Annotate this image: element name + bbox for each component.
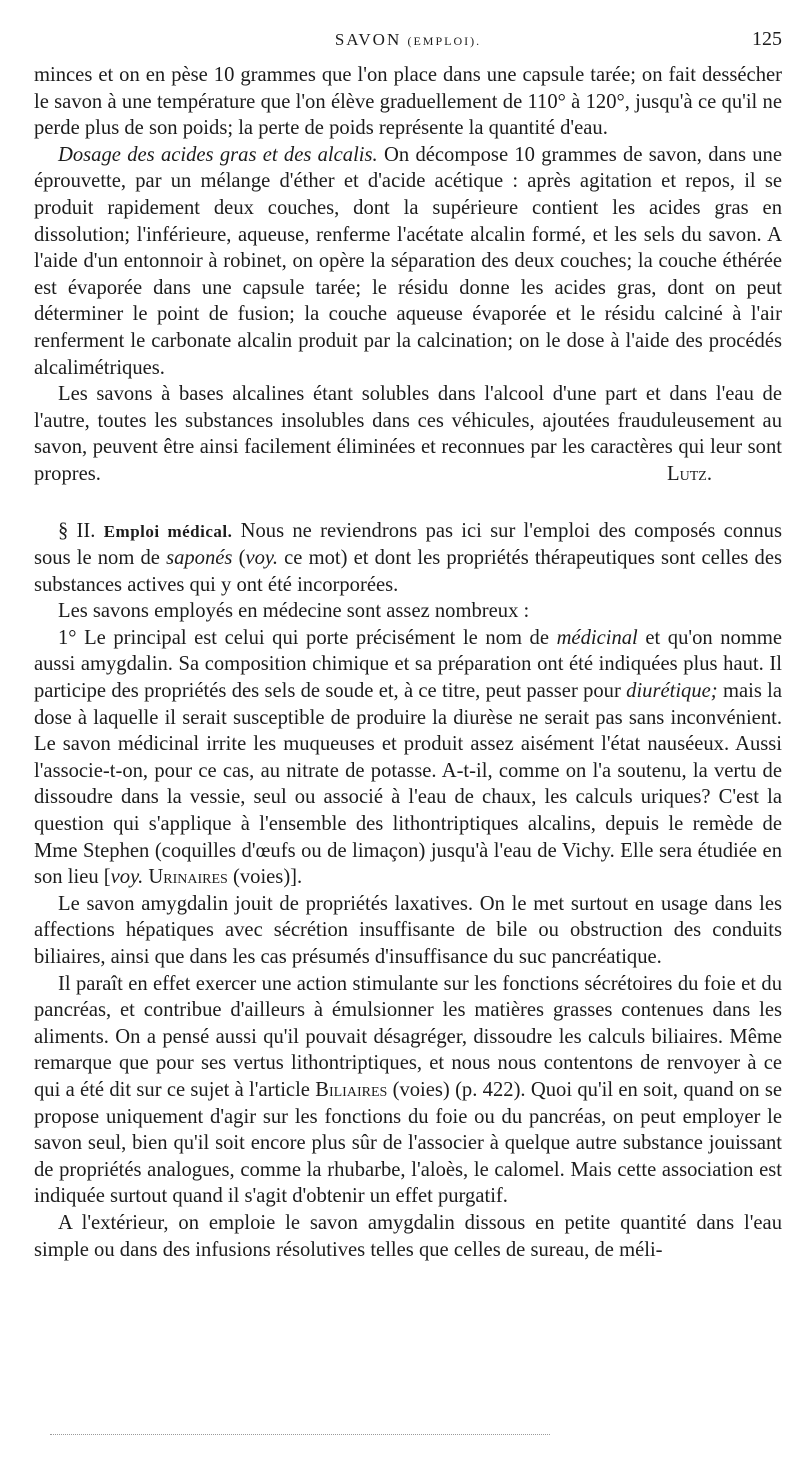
author-signature: Lutz.	[667, 462, 712, 485]
footer-rule	[50, 1434, 550, 1435]
term-medicinal: médicinal	[556, 626, 638, 649]
term-sapones: saponés	[166, 547, 233, 570]
paragraph-stimulante	[34, 971, 782, 1210]
section-label: § II.	[58, 519, 96, 542]
ref-voy: voy.	[245, 547, 279, 570]
paragraph-savon-medicinal	[34, 625, 782, 891]
section-text-c: ce mot) et dont les propriétés thérapeutiques sont celles des substances actives qui y ont été incorporées.	[34, 547, 782, 596]
running-head-subtitle: (EMPLOI).	[407, 34, 482, 48]
paragraph-list-intro: Les savons employés en médecine sont assez nombreux :	[58, 600, 530, 623]
stimulante-text-a: Il paraît en effet exercer une action stimulante sur les fonctions sécrétoires du foie et du pancréas, et contribue d'ailleurs à émulsionner les matières grasses contenues dans les aliments. On a pensé aussi qu'il pouvait désagréger, dissoudre les calculs biliaires. Même remarque que pour ses vertus lithontriptiques, et nous nous contentons de renvoyer à ce qui a été dit sur ce sujet à l'article	[34, 972, 782, 1101]
paragraph-solubility	[34, 381, 782, 487]
medicinal-text-b: et qu'on nomme aussi amygdalin. Sa composition chimique et sa préparation ont été indiquées plus haut. Il participe des propriétés des sels de soude et, à ce titre, peut passer pour	[34, 626, 782, 703]
dosage-text: On décompose 10 grammes de savon, dans une éprouvette, par un mélange d'éther et d'acide acétique : après agitation et repos, il se produit rapidement deux couches, dont la supérieure contient les acides gras en dissolution; l'inférieure, aqueuse, renferme l'acétate alcalin formé, et les sels du savon. A l'aide d'un entonnoir à robinet, on opère la séparation des deux couches; la couche éthérée est évaporée dans une capsule tarée; le résidu donne les acides gras, dont on peut déterminer le point de fusion; la couche aqueuse évaporée et le résidu calciné à l'air renferment le carbonate alcalin produit par la calcination; on le dose à l'aide des procédés alcalimétriques.	[34, 143, 782, 379]
paragraph-exterieur: A l'extérieur, on emploie le savon amygdalin dissous en petite quantité dans l'eau simple ou dans des infusions résolutives telles que celles de sureau, de méli-	[34, 1211, 782, 1261]
paragraph-continuation: minces et on en pèse 10 grammes que l'on place dans une capsule tarée; on fait dessécher le savon à une température que l'on élève graduellement de 110° à 120°, jusqu'à ce qu'il ne perde plus de son poids; la perte de poids représente la quantité d'eau.	[34, 64, 782, 140]
medicinal-text-a: 1° Le principal est celui qui porte précisément le nom de	[58, 626, 557, 649]
running-head-title: SAVON	[334, 30, 402, 49]
paragraph-dosage	[34, 142, 782, 381]
medicinal-text-c: mais la dose à laquelle il serait susceptible de produire la diurèse ne serait pas sans inconvénient. Le savon médicinal irrite les muqueuses et produit assez aisément l'état nauséeux. Aussi l'associe-t-on, pour ce cas, au nitrate de potasse. A-t-il, comme on l'a soutenu, la vertu de dissoudre dans la vessie, seul ou associé à l'eau de chaux, les calculs uriques? C'est la question qui s'applique à l'ensemble des lithontriptiques alcalins, depuis le remède de Mme Stephen (coquilles d'œufs ou de limaçon) jusqu'à l'eau de Vichy. Elle sera étudiée en son lieu [	[34, 680, 782, 889]
paragraph-laxatives: Le savon amygdalin jouit de propriétés laxatives. On le met surtout en usage dans les affections hépatiques avec sécrétion insuffisante de bile ou obstruction des conduits biliaires, ainsi que dans les cas présumés d'insuffisance du suc pancréatique.	[34, 892, 782, 968]
medicinal-text-d: (voies)].	[227, 866, 303, 889]
page-number: 125	[752, 28, 782, 50]
section-emploi-medical	[34, 518, 782, 599]
running-head	[34, 30, 782, 50]
section-text-b: (	[232, 547, 246, 570]
page-header	[34, 24, 782, 54]
ref-biliaires: Biliaires	[315, 1078, 388, 1101]
section-gap	[34, 488, 782, 518]
dosage-heading: Dosage des acides gras et des alcalis.	[58, 143, 378, 166]
term-diuretique: diurétique;	[626, 680, 718, 703]
body-text	[34, 62, 782, 1263]
ref-voy-2: voy.	[110, 866, 144, 889]
section-text-a: Nous ne reviendrons pas ici sur l'emploi des composés connus sous le nom de	[34, 519, 782, 570]
ref-urinaires: Urinaires	[148, 866, 228, 889]
stimulante-text-b: (voies) (p. 422). Quoi qu'il en soit, quand on se propose uniquement d'agir sur les fonctions du foie ou du pancréas, on peut employer le savon seul, bien qu'il soit encore plus sûr de l'associer à quelque autre substance jouissant de propriétés analogues, comme la rhubarbe, l'aloès, le calomel. Mais cette association est indiquée surtout quand il s'agit d'obtenir un effet purgatif.	[34, 1078, 782, 1208]
section-title: Emploi médical.	[103, 521, 233, 541]
solubility-text: Les savons à bases alcalines étant solubles dans l'alcool d'une part et dans l'eau de l'autre, toutes les substances insolubles dans ces véhicules, ajoutées frauduleusement au savon, peuvent être ainsi facilement éliminées et reconnues par les caractères qui leur sont propres.	[34, 383, 782, 485]
